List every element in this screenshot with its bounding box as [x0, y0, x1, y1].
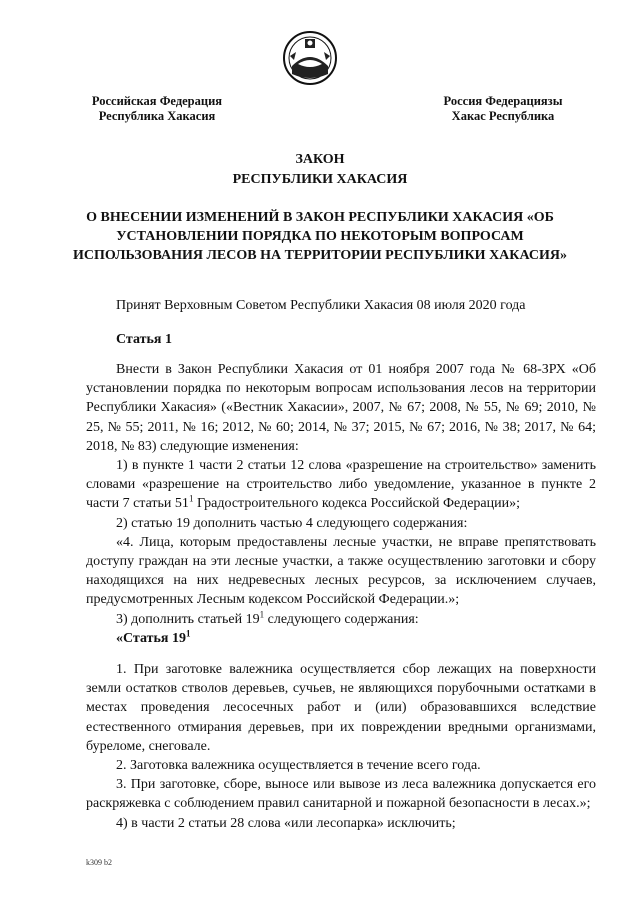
item-3-text-a: 3) дополнить статьей 19	[116, 611, 260, 627]
point-3-paragraph: 3. При заготовке, сборе, выносе или вывозе из леса валежника допускается его раскряжевка с соблюдением правил санитарной и пожарной безопасности в лесах.»;	[86, 777, 596, 812]
header-right	[428, 94, 578, 124]
article-body	[86, 360, 596, 833]
header-right-line2: Хакас Республика	[451, 109, 555, 123]
law-subject: РЕСПУБЛИКИ ХАКАСИЯ	[232, 172, 408, 187]
point-1-paragraph: 1. При заготовке валежника осуществляется сбор лежащих на поверхности земли остатков стволов деревьев, сучьев, не являющихся порубочными остатками в местах проведения лесосечных работ и (или) образовавшихся вследствие естественного отмирания деревьев, при их повреждении вредными организмами, буреломе, снеговале.	[86, 662, 596, 754]
adoption-line: Принят Верховным Советом Республики Хакасия 08 июля 2020 года	[116, 298, 526, 313]
item-3-text-b: следующего содержания:	[264, 611, 419, 627]
footer-code: k309 b2	[86, 858, 112, 867]
intro-paragraph: Внести в Закон Республики Хакасия от 01 ноября 2007 года № 68-ЗРХ «Об установлении порядка по некоторым вопросам использования лесов на территории Республики Хакасия» («Вестник Хакасии», 2007, № 67; 2008, № 55, № 69; 2010, № 25, № 55; 2011, № 16; 2012, № 60; 2014, № 37; 2015, № 67; 2016, № 38; 2017, № 64; 2018, № 83) следующие изменения:	[86, 362, 596, 454]
header-left-line2: Республика Хакасия	[98, 109, 216, 123]
header-left	[82, 94, 232, 124]
item-3-paragraph	[86, 610, 596, 629]
item-2-paragraph: 2) статью 19 дополнить частью 4 следующего содержания:	[116, 515, 468, 531]
item-1-text-b: Градостроительного кодекса Российской Федерации»;	[193, 496, 520, 512]
header-left-line1: Российская Федерация	[91, 94, 223, 108]
article-19-text: «Статья 19	[116, 630, 186, 646]
law-title: О ВНЕСЕНИИ ИЗМЕНЕНИЙ В ЗАКОН РЕСПУБЛИКИ ХАКАСИЯ «ОБ УСТАНОВЛЕНИИ ПОРЯДКА ПО НЕКОТОРЫМ ВОПРОСАМ ИСПОЛЬЗОВАНИЯ ЛЕСОВ НА ТЕРРИТОРИИ РЕСПУБЛИКИ ХАКАСИЯ»	[73, 210, 567, 263]
law-label: ЗАКОН	[295, 152, 345, 167]
item-1-text-a: 1) в пункте 1 части 2 статьи 12 слова «разрешение на строительство» заменить словами «разрешение на строительство либо уведомление, указанное в пункте 2 части 7 статьи 51	[86, 458, 596, 512]
article-1-heading: Статья 1	[116, 332, 172, 347]
header-right-line1: Россия Федерациязы	[443, 94, 563, 108]
republic-emblem-icon	[282, 30, 338, 86]
item-1-sup: 1	[188, 493, 194, 504]
item-3-sup: 1	[259, 608, 265, 619]
item-1-paragraph	[86, 456, 596, 514]
point-2-paragraph: 2. Заготовка валежника осуществляется в течение всего года.	[116, 758, 481, 774]
item-2-quote: «4. Лица, которым предоставлены лесные участки, не вправе препятствовать доступу граждан на эти лесные участки, а также осуществлению заготовки и сбору находящихся на них недревесных лесных ресурсов, за исключением случаев, предусмотренных Лесным кодексом Российской Федерации.»;	[86, 534, 596, 608]
article-19-sup: 1	[185, 628, 191, 639]
article-19-1-heading	[86, 629, 596, 648]
item-4-paragraph: 4) в части 2 статьи 28 слова «или лесопарка» исключить;	[116, 815, 456, 831]
